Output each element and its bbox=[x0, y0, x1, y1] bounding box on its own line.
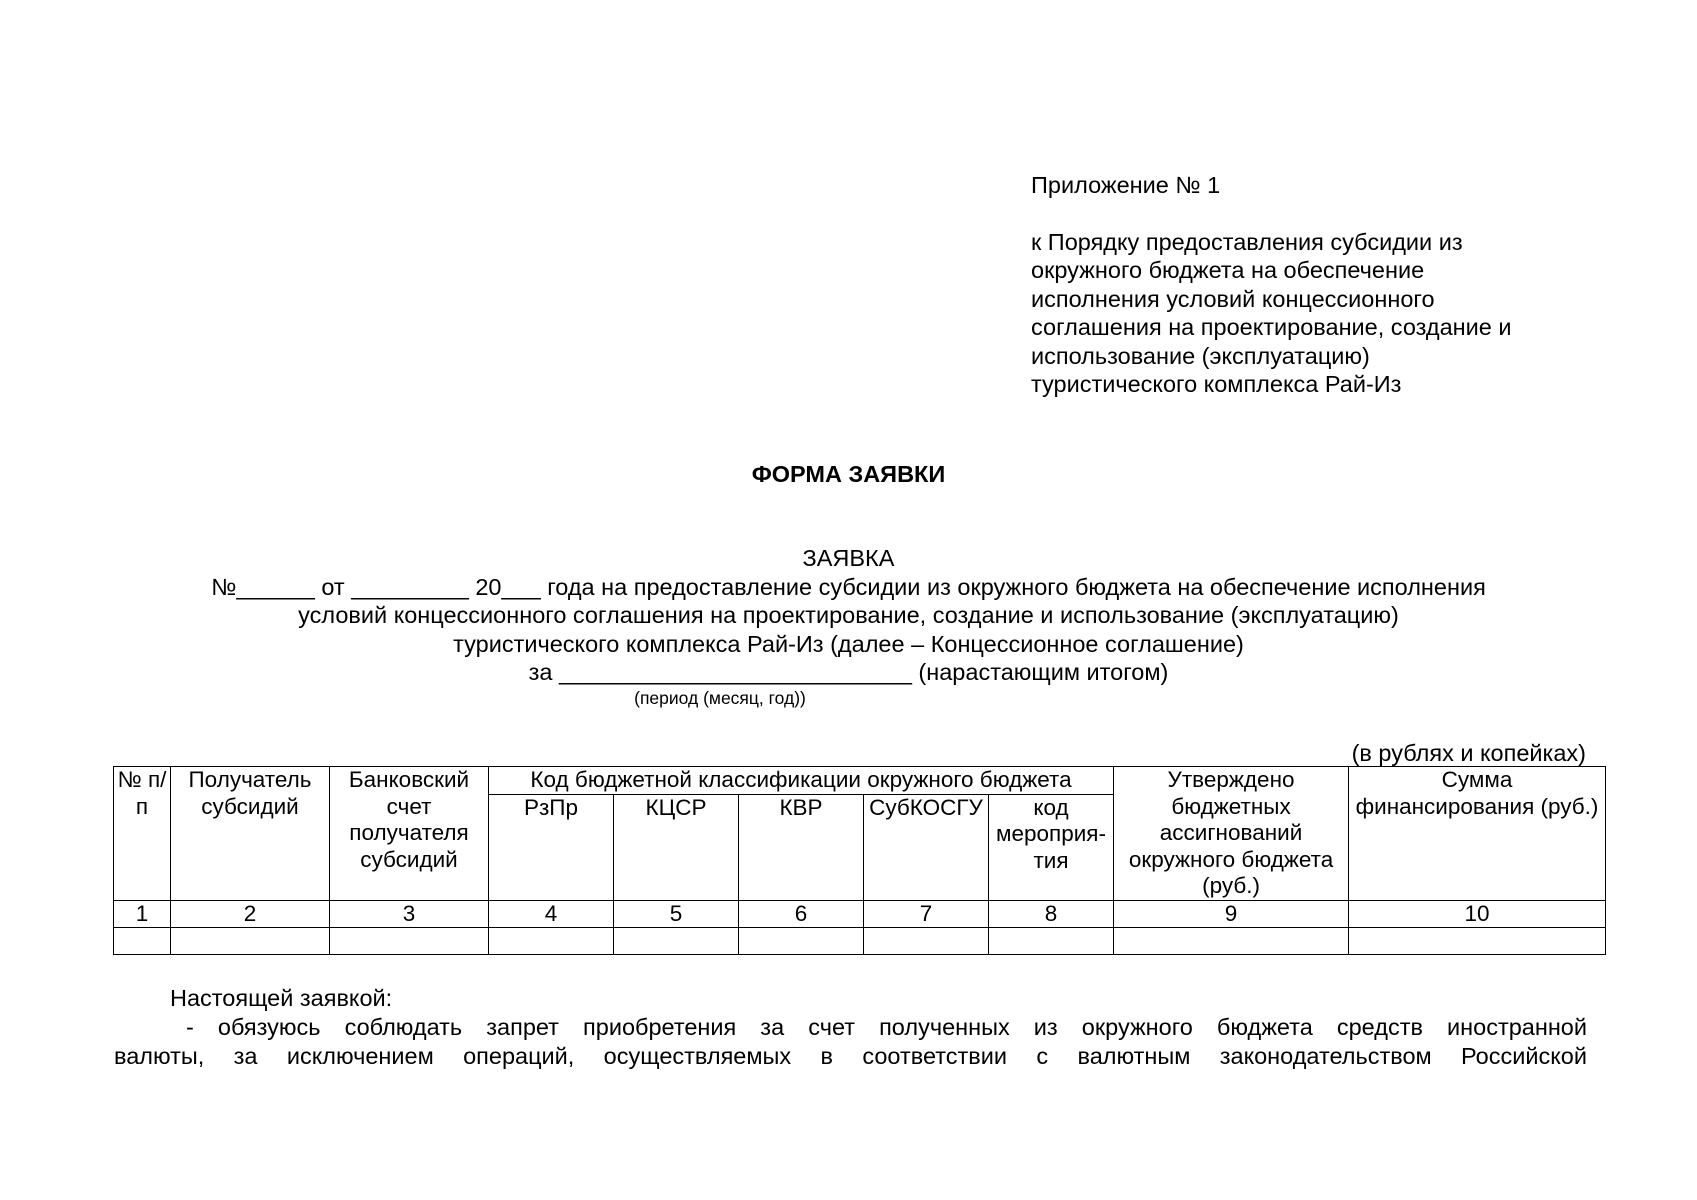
header-event-code: код мероприя-тия bbox=[989, 794, 1114, 900]
column-number: 7 bbox=[864, 900, 989, 928]
table-cell bbox=[864, 928, 989, 955]
header-recipient: Получатель субсидий bbox=[171, 767, 330, 901]
period-caption: (период (месяц, год)) bbox=[634, 688, 806, 708]
header-kvr: КВР bbox=[739, 794, 864, 900]
annex-line: туристического комплекса Рай-Из bbox=[1031, 371, 1402, 397]
annex-line: использование (эксплуатацию) bbox=[1031, 342, 1370, 369]
header-number: № п/п bbox=[114, 767, 171, 901]
body-text bbox=[114, 984, 1587, 1071]
header-budget-code-group: Код бюджетной классификации окружного бюджета bbox=[489, 767, 1114, 795]
header-rzpr: РзПр bbox=[489, 794, 614, 900]
body-clause-line: валюты, за исключением операций, осуществляемых в соответствии с валютным законодательством Российской bbox=[114, 1043, 1587, 1069]
header-approved: Утверждено бюджетных ассигнований окружного бюджета (руб.) bbox=[1114, 767, 1349, 901]
column-number: 8 bbox=[989, 900, 1114, 928]
annex-line: соглашения на проектирование, создание и bbox=[1031, 314, 1512, 340]
table-cell bbox=[1114, 928, 1349, 955]
header-bank-account: Банковский счет получателя субсидий bbox=[330, 767, 489, 901]
column-number: 4 bbox=[489, 900, 614, 928]
column-number: 10 bbox=[1349, 900, 1606, 928]
annex-block bbox=[1031, 171, 1512, 399]
table-cell bbox=[739, 928, 864, 955]
body-clause-line: - обязуюсь соблюдать запрет приобретения за счет полученных из окружного бюджета средств иностранной bbox=[186, 1014, 1587, 1040]
request-line: №______ от _________ 20___ года на предоставление субсидии из окружного бюджета на обеспечение исполнения bbox=[211, 573, 1486, 600]
annex-line: исполнения условий концессионного bbox=[1031, 285, 1435, 312]
table-cell bbox=[330, 928, 489, 955]
request-period-line: за ___________________________ (нарастающим итогом) bbox=[528, 659, 1169, 685]
header-subkosgu: СубКОСГУ bbox=[864, 794, 989, 900]
column-number: 6 bbox=[739, 900, 864, 928]
request-block bbox=[0, 544, 1697, 687]
table-cell bbox=[171, 928, 330, 955]
table-cell bbox=[1349, 928, 1606, 955]
annex-line: к Порядку предоставления субсидии из bbox=[1031, 228, 1463, 255]
column-number: 5 bbox=[614, 900, 739, 928]
header-row bbox=[114, 767, 1606, 795]
table-cell bbox=[614, 928, 739, 955]
request-heading: ЗАЯВКА bbox=[802, 545, 895, 571]
table-cell bbox=[489, 928, 614, 955]
form-title: ФОРМА ЗАЯВКИ bbox=[751, 461, 946, 487]
subsidy-request-table bbox=[113, 766, 1606, 955]
units-note: (в рублях и копейках) bbox=[1351, 740, 1586, 766]
annex-title: Приложение № 1 bbox=[1031, 172, 1221, 198]
table-row bbox=[114, 928, 1606, 955]
column-number: 1 bbox=[114, 900, 171, 928]
column-number: 2 bbox=[171, 900, 330, 928]
body-intro: Настоящей заявкой: bbox=[170, 985, 393, 1011]
header-sum: Сумма финансирования (руб.) bbox=[1349, 767, 1606, 901]
table-cell bbox=[114, 928, 171, 955]
header-kcsr: КЦСР bbox=[614, 794, 739, 900]
request-line: условий концессионного соглашения на проектирование, создание и использование (эксплуатацию) bbox=[298, 602, 1399, 628]
request-line: туристического комплекса Рай-Из (далее – Концессионное соглашение) bbox=[453, 630, 1244, 657]
column-number-row bbox=[114, 900, 1606, 928]
column-number: 3 bbox=[330, 900, 489, 928]
table-cell bbox=[989, 928, 1114, 955]
annex-line: окружного бюджета на обеспечение bbox=[1031, 257, 1425, 283]
column-number: 9 bbox=[1114, 900, 1349, 928]
